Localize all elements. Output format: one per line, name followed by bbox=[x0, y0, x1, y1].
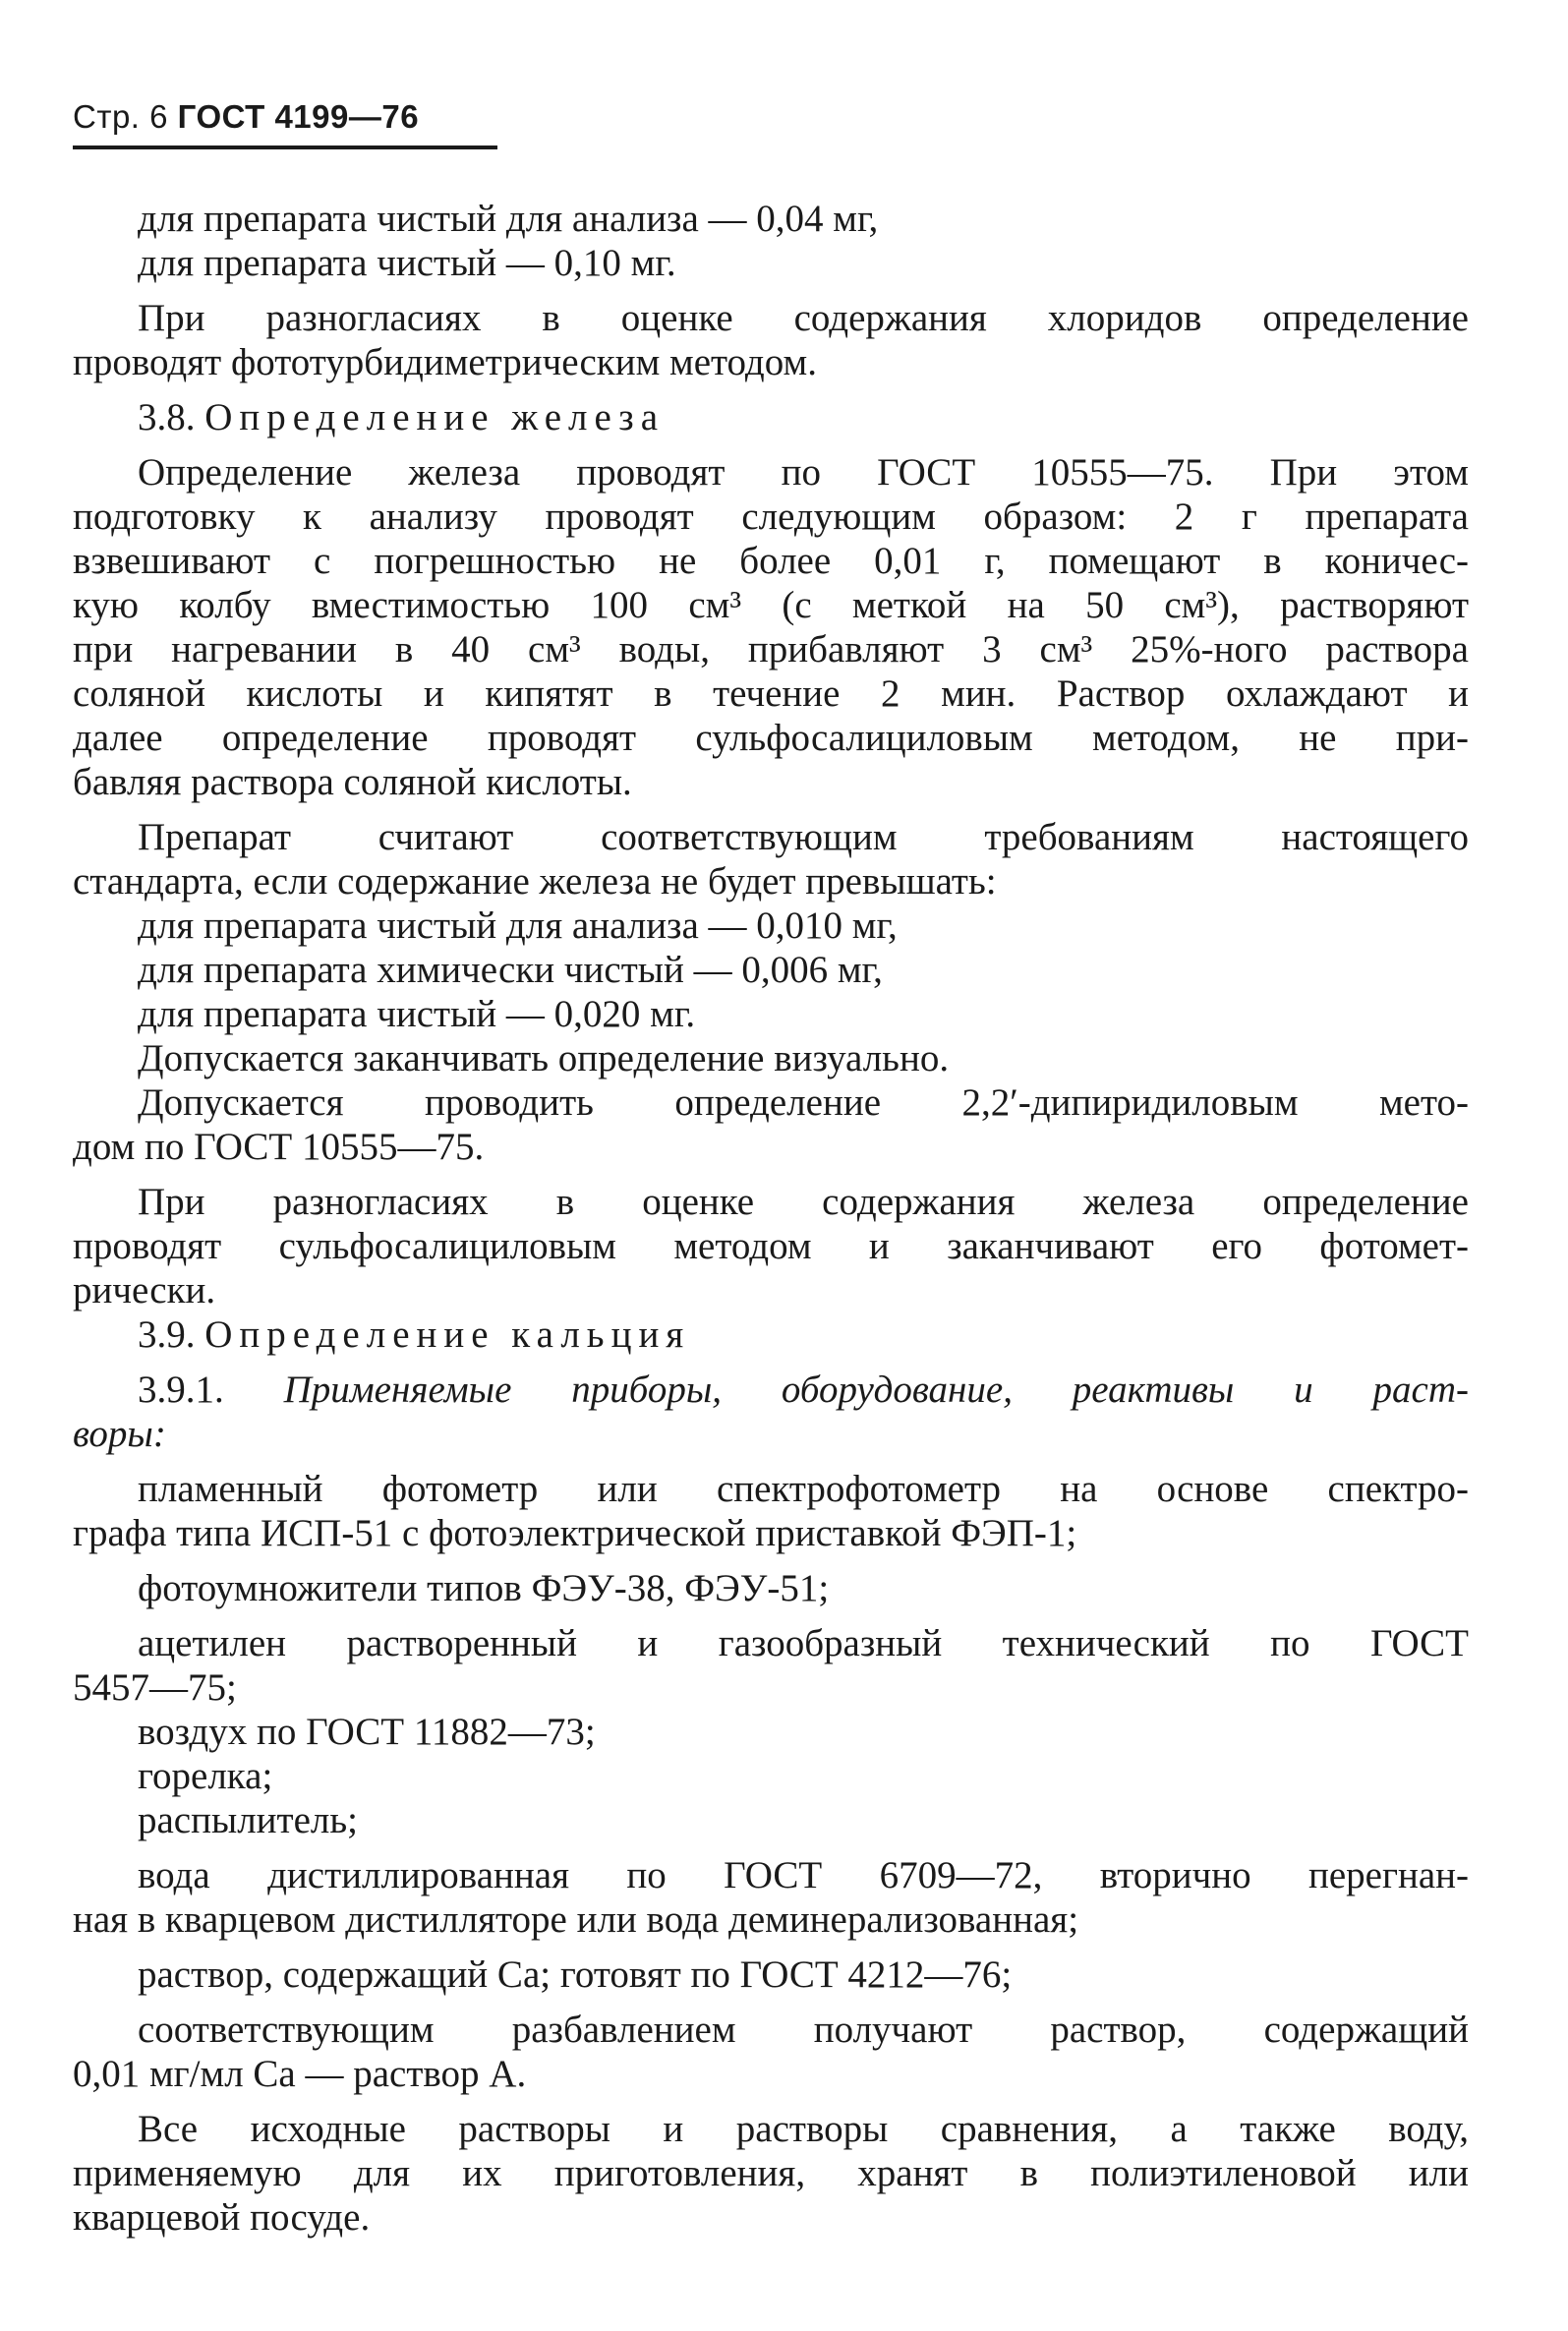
subsection-heading-3-9-1 bbox=[73, 1368, 1469, 1412]
text-line: применяемую для их приготовления, хранят в полиэтиленовой или bbox=[73, 2152, 1469, 2194]
subsection-number: 3.9.1. bbox=[138, 1369, 224, 1411]
text-line: при нагревании в 40 см³ воды, прибавляют 3 см³ 25%-ного раствора bbox=[73, 628, 1469, 670]
text-line: для препарата чистый для анализа — 0,04 мг, bbox=[138, 198, 879, 240]
text-line: раствор, содержащий Са; готовят по ГОСТ 4212—76; bbox=[138, 1953, 1013, 1996]
text-line: соответствующим разбавлением получают раствор, содержащий bbox=[138, 2009, 1469, 2051]
text-line: Допускается заканчивать определение визуально. bbox=[138, 1037, 950, 1079]
header-rule bbox=[73, 146, 497, 149]
text-line: проводят фототурбидиметрическим методом. bbox=[73, 341, 817, 383]
text-line: для препарата чистый для анализа — 0,010 мг, bbox=[138, 904, 898, 947]
page-header bbox=[73, 98, 419, 136]
text-line: для препарата чистый — 0,020 мг. bbox=[138, 993, 696, 1035]
text-line: пламенный фотометр или спектрофотометр на основе спектро- bbox=[138, 1468, 1469, 1510]
text-line: бавляя раствора соляной кислоты. bbox=[73, 761, 632, 803]
text-line: При разногласиях в оценке содержания хлоридов определение bbox=[138, 297, 1469, 339]
text-line: При разногласиях в оценке содержания железа определение bbox=[138, 1181, 1469, 1223]
text-line: подготовку к анализу проводят следующим образом: 2 г препарата bbox=[73, 495, 1469, 538]
section-heading-3-8 bbox=[73, 395, 1469, 439]
subsection-title: Применяемые приборы, оборудование, реактивы и раст- bbox=[283, 1369, 1469, 1411]
text-line: фотоумножители типов ФЭУ-38, ФЭУ-51; bbox=[138, 1567, 830, 1609]
text-line: для препарата чистый — 0,10 мг. bbox=[138, 242, 676, 284]
text-line: Все исходные растворы и растворы сравнения, а также воду, bbox=[138, 2108, 1469, 2150]
section-number: 3.9. bbox=[138, 1313, 196, 1356]
text-line: для препарата химически чистый — 0,006 мг, bbox=[138, 949, 883, 991]
text-line: 0,01 мг/мл Са — раствор А. bbox=[73, 2053, 527, 2095]
text-line: соляной кислоты и кипятят в течение 2 мин. Раствор охлаждают и bbox=[73, 672, 1469, 715]
text-line: кую колбу вместимостью 100 см³ (с меткой на 50 см³), растворяют bbox=[73, 584, 1469, 626]
document-code: ГОСТ 4199—76 bbox=[177, 98, 420, 135]
text-line: ная в кварцевом дистилляторе или вода деминерализованная; bbox=[73, 1898, 1079, 1941]
section-title: Определение железа bbox=[204, 396, 666, 438]
text-line: взвешивают с погрешностью не более 0,01 г, помещают в коничес- bbox=[73, 540, 1469, 582]
text-line: вода дистиллированная по ГОСТ 6709—72, вторично перегнан- bbox=[138, 1854, 1469, 1896]
text-line: ацетилен растворенный и газообразный технический по ГОСТ bbox=[138, 1622, 1469, 1664]
text-line: стандарта, если содержание железа не будет превышать: bbox=[73, 860, 997, 903]
document-body bbox=[73, 197, 1469, 2240]
text-line: Определение железа проводят по ГОСТ 10555—75. При этом bbox=[138, 451, 1469, 494]
text-line: горелка; bbox=[138, 1755, 273, 1797]
page-number: Стр. 6 bbox=[73, 98, 168, 135]
text-line: воздух по ГОСТ 11882—73; bbox=[138, 1711, 596, 1753]
text-line: далее определение проводят сульфосалициловым методом, не при- bbox=[73, 717, 1469, 759]
text-line: рически. bbox=[73, 1269, 216, 1311]
section-heading-3-9 bbox=[73, 1312, 1469, 1357]
text-line: графа типа ИСП-51 с фотоэлектрической приставкой ФЭП-1; bbox=[73, 1512, 1077, 1554]
section-title: Определение кальция bbox=[204, 1313, 691, 1356]
text-line: проводят сульфосалициловым методом и заканчивают его фотомет- bbox=[73, 1225, 1469, 1267]
text-line: дом по ГОСТ 10555—75. bbox=[73, 1126, 485, 1168]
text-line: распылитель; bbox=[138, 1799, 358, 1841]
text-line: Допускается проводить определение 2,2′-дипиридиловым мето- bbox=[138, 1081, 1469, 1124]
text-line: 5457—75; bbox=[73, 1666, 237, 1709]
text-line: кварцевой посуде. bbox=[73, 2196, 371, 2239]
subsection-title-continued: воры: bbox=[73, 1413, 166, 1455]
section-number: 3.8. bbox=[138, 396, 196, 438]
text-line: Препарат считают соответствующим требованиям настоящего bbox=[138, 816, 1469, 858]
